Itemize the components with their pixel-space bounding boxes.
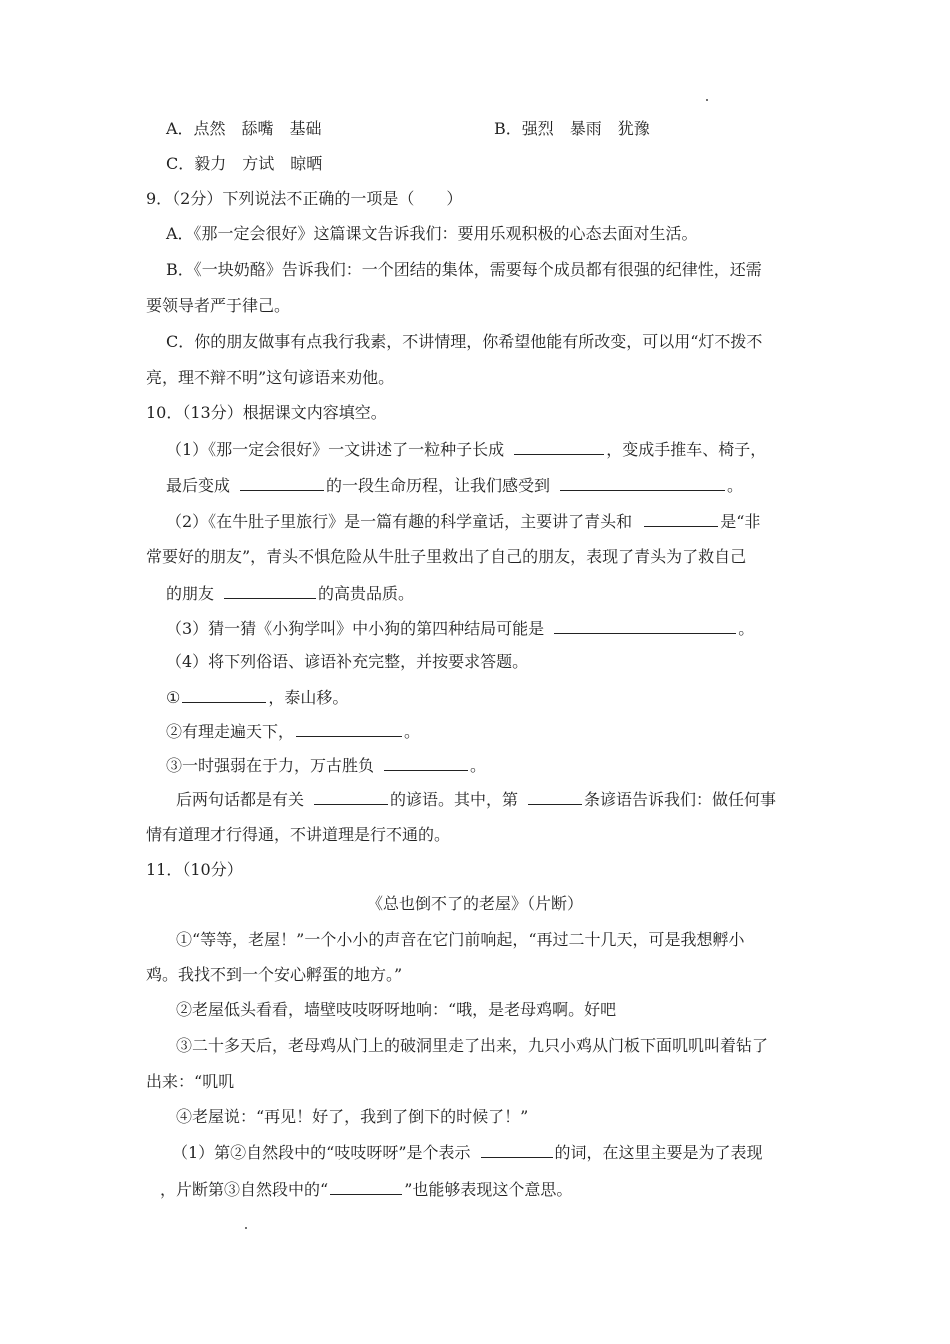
q10-saying-3-end: 。 [470,756,487,775]
answer-blank[interactable] [384,754,468,771]
q10-part2-line2: 常要好的朋友”，青头不惧危险从牛肚子里救出了自己的朋友，表现了青头为了救自己 [146,547,747,566]
q11-sub1-line2 [160,1178,572,1200]
answer-blank[interactable] [528,788,582,805]
q10-part1-text-d: 的一段生命历程，让我们感受到 [326,476,551,495]
q9-option-b-line1: B．《一块奶酪》告诉我们：一个团结的集体，需要每个成员都有很强的纪律性，还需 [166,260,762,279]
answer-blank[interactable] [240,474,324,491]
q10-final-line1 [176,788,776,810]
q10-part3-text-b: 。 [738,619,755,638]
q10-final-text-c: 条谚语告诉我们：做任何事 [584,790,777,809]
q10-saying-1-text: ，泰山移。 [268,688,349,707]
q11-para2: ②老屋低头看看，墙壁吱吱呀呀地响：“哦，是老母鸡啊。好吧 [176,1000,617,1019]
q10-part2-text-b: 是“非 [720,512,761,531]
q10-part3-text-a: （3）猜一猜《小狗学叫》中小狗的第四种结局可能是 [166,619,545,638]
q10-part1-line1 [166,438,766,460]
q11-sub1-line1 [172,1141,763,1163]
answer-blank[interactable] [224,582,316,599]
answer-blank[interactable] [514,438,604,455]
q10-final-text-a: 后两句话都是有关 [176,790,305,809]
q11-para1-line2: 鸡。我找不到一个安心孵蛋的地方。” [146,965,403,984]
q10-saying-3 [166,754,486,776]
answer-blank[interactable] [481,1141,553,1158]
q11-para3-line2: 出来：“叽叽 [146,1072,235,1091]
q11-sub1-text-d: ”也能够表现这个意思。 [404,1180,573,1199]
q11-sub1-text-c: ，片断第③自然段中的“ [160,1180,329,1199]
q10-saying-3-text: ③一时强弱在于力，万古胜负 [166,756,375,775]
answer-blank[interactable] [560,474,725,491]
answer-blank[interactable] [330,1178,402,1195]
q11-sub1-text-a: （1）第②自然段中的“吱吱呀呀”是个表示 [172,1143,471,1162]
q10-part1-line2 [166,474,743,496]
q10-part3 [166,617,754,639]
q10-saying-1-num: ① [166,688,181,707]
q11-stem: 11．（10分） [146,860,243,879]
answer-blank[interactable] [314,788,388,805]
decorative-dot [245,1227,247,1229]
q11-para3-line1: ③二十多天后，老母鸡从门上的破洞里走了出来，九只小鸡从门板下面叽叽叫着钻了 [176,1036,769,1055]
q8-option-a: A．点然 舔嘴 基础 [166,119,322,138]
answer-blank[interactable] [554,617,736,634]
q10-final-line2: 情有道理才行得通，不讲道理是行不通的。 [146,825,451,844]
decorative-dot [706,99,708,101]
answer-blank[interactable] [644,510,718,527]
q10-part4: （4）将下列俗语、谚语补充完整，并按要求答题。 [166,652,529,671]
q10-final-text-b: 的谚语。其中，第 [390,790,519,809]
q11-passage-title: 《总也倒不了的老屋》（片断） [366,894,583,913]
q9-option-c-line2: 亮，理不辩不明”这句谚语来劝他。 [146,368,395,387]
q8-option-c: C．毅力 方试 晾晒 [166,154,323,173]
q10-saying-2-end: 。 [404,722,421,741]
q10-saying-2 [166,720,420,742]
q8-option-b: B．强烈 暴雨 犹豫 [494,119,650,138]
q11-para1-line1: ①“等等，老屋！”一个小小的声音在它门前响起，“再过二十几天，可是我想孵小 [176,930,745,949]
answer-blank[interactable] [296,720,402,737]
q9-stem: 9．（2分）下列说法不正确的一项是（ ） [146,189,463,208]
q10-part1-text-a: （1）《那一定会很好》一文讲述了一粒种子长成 [166,440,505,459]
q11-sub1-text-b: 的词，在这里主要是为了表现 [554,1143,763,1162]
q9-option-a: A．《那一定会很好》这篇课文告诉我们：要用乐观积极的心态去面对生活。 [166,224,698,243]
q10-part1-text-e: 。 [727,476,744,495]
answer-blank[interactable] [182,686,266,703]
q10-saying-1 [166,686,348,708]
q10-part1-text-c: 最后变成 [166,476,231,495]
q10-part2-text-a: （2）《在牛肚子里旅行》是一篇有趣的科学童话，主要讲了青头和 [166,512,633,531]
q9-option-b-line2: 要领导者严于律己。 [146,296,291,315]
q10-saying-2-text: ②有理走遍天下， [166,722,295,741]
q10-part2-text-e: 的高贵品质。 [318,584,415,603]
q10-part2-line3 [166,582,414,604]
q10-part2-text-d: 的朋友 [166,584,215,603]
q11-para4: ④老屋说：“再见！好了，我到了倒下的时候了！” [176,1107,529,1126]
q10-part2-line1 [166,510,760,532]
q10-part1-text-b: ，变成手推车、椅子， [606,440,767,459]
q10-stem: 10．（13分）根据课文内容填空。 [146,403,387,422]
q9-option-c-line1: C．你的朋友做事有点我行我素，不讲情理，你希望他能有所改变，可以用“灯不拨不 [166,332,763,351]
